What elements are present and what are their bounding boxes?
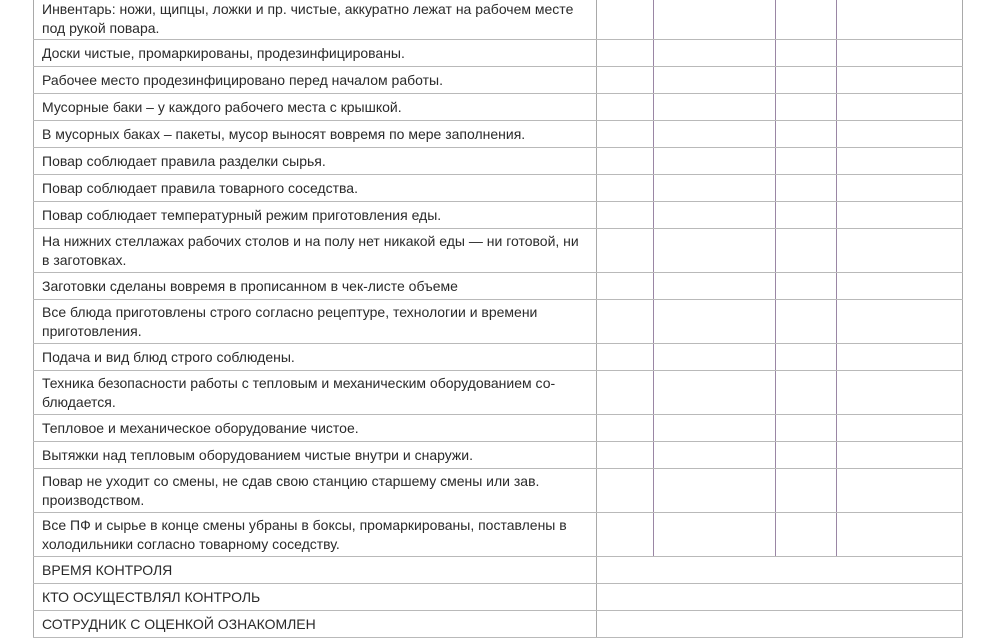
check-cell[interactable]: [654, 229, 776, 273]
item-text: Заготовки сделаны вовремя в прописанном в чек-листе объеме: [34, 273, 597, 300]
item-text: Мусорные баки – у каждого рабочего места с крышкой.: [34, 94, 597, 121]
controller-field[interactable]: [597, 584, 963, 611]
check-cell[interactable]: [654, 40, 776, 67]
check-cell[interactable]: [654, 148, 776, 175]
check-cell[interactable]: [776, 344, 837, 371]
check-cell[interactable]: [776, 513, 837, 557]
check-cell[interactable]: [776, 0, 837, 40]
table-row: [34, 175, 963, 202]
check-cell[interactable]: [654, 0, 776, 40]
table-row: [34, 442, 963, 469]
checklist-sheet: [33, 0, 962, 643]
check-cell[interactable]: [597, 121, 654, 148]
footer-row-control-time: [34, 557, 963, 584]
table-row: [34, 371, 963, 415]
footer-label: КТО ОСУЩЕСТВЛЯЛ КОНТРОЛЬ: [34, 584, 597, 611]
check-cell[interactable]: [837, 415, 963, 442]
check-cell[interactable]: [654, 175, 776, 202]
table-row: [34, 469, 963, 513]
table-row: [34, 229, 963, 273]
item-text: В мусорных баках – пакеты, мусор выносят вовремя по мере заполнения.: [34, 121, 597, 148]
check-cell[interactable]: [597, 300, 654, 344]
table-row: [34, 202, 963, 229]
item-text: Вытяжки над тепловым оборудованием чистые внутри и снаружи.: [34, 442, 597, 469]
item-text: Повар соблюдает температурный режим приготовления еды.: [34, 202, 597, 229]
table-row: [34, 513, 963, 557]
item-text: Инвентарь: ножи, щипцы, ложки и пр. чистые, аккуратно лежат на рабочем месте под рукой повара.: [34, 0, 597, 40]
footer-row-controller: [34, 584, 963, 611]
check-cell[interactable]: [776, 300, 837, 344]
check-cell[interactable]: [597, 175, 654, 202]
check-cell[interactable]: [654, 273, 776, 300]
footer-label: СОТРУДНИК С ОЦЕНКОЙ ОЗНАКОМЛЕН: [34, 611, 597, 638]
item-text: Все ПФ и сырье в конце смены убраны в боксы, промаркированы, поставлены в холодильники согласно товарному соседству.: [34, 513, 597, 557]
table-row: [34, 121, 963, 148]
check-cell[interactable]: [837, 148, 963, 175]
check-cell[interactable]: [597, 469, 654, 513]
check-cell[interactable]: [837, 469, 963, 513]
check-cell[interactable]: [654, 415, 776, 442]
check-cell[interactable]: [776, 67, 837, 94]
check-cell[interactable]: [776, 442, 837, 469]
table-row: [34, 67, 963, 94]
check-cell[interactable]: [837, 344, 963, 371]
check-cell[interactable]: [597, 229, 654, 273]
check-cell[interactable]: [837, 175, 963, 202]
check-cell[interactable]: [597, 40, 654, 67]
item-text: Подача и вид блюд строго соблюдены.: [34, 344, 597, 371]
check-cell[interactable]: [837, 121, 963, 148]
check-cell[interactable]: [837, 371, 963, 415]
table-row: [34, 344, 963, 371]
check-cell[interactable]: [776, 371, 837, 415]
check-cell[interactable]: [837, 94, 963, 121]
check-cell[interactable]: [597, 442, 654, 469]
check-cell[interactable]: [597, 371, 654, 415]
item-text: Все блюда приготовлены строго согласно рецептуре, технологии и времени приготовления.: [34, 300, 597, 344]
check-cell[interactable]: [837, 40, 963, 67]
check-cell[interactable]: [597, 94, 654, 121]
table-row: [34, 94, 963, 121]
check-cell[interactable]: [597, 273, 654, 300]
check-cell[interactable]: [597, 0, 654, 40]
check-cell[interactable]: [837, 229, 963, 273]
check-cell[interactable]: [654, 371, 776, 415]
table-row: [34, 300, 963, 344]
check-cell[interactable]: [654, 300, 776, 344]
check-cell[interactable]: [597, 415, 654, 442]
check-cell[interactable]: [776, 40, 837, 67]
check-cell[interactable]: [837, 442, 963, 469]
check-cell[interactable]: [837, 202, 963, 229]
footer-label: ВРЕМЯ КОНТРОЛЯ: [34, 557, 597, 584]
item-text: Рабочее место продезинфицировано перед началом работы.: [34, 67, 597, 94]
check-cell[interactable]: [837, 0, 963, 40]
check-cell[interactable]: [776, 94, 837, 121]
item-text: Повар соблюдает правила разделки сырья.: [34, 148, 597, 175]
check-cell[interactable]: [654, 344, 776, 371]
table-row: [34, 415, 963, 442]
table-row: [34, 40, 963, 67]
check-cell[interactable]: [654, 442, 776, 469]
check-cell[interactable]: [776, 202, 837, 229]
check-cell[interactable]: [597, 344, 654, 371]
check-cell[interactable]: [776, 273, 837, 300]
control-time-field[interactable]: [597, 557, 963, 584]
item-text: На нижних стеллажах рабочих столов и на полу нет никакой еды — ни готовой, ни в заготовках.: [34, 229, 597, 273]
check-cell[interactable]: [597, 67, 654, 94]
check-cell[interactable]: [654, 469, 776, 513]
table-row: [34, 0, 963, 40]
check-cell[interactable]: [837, 67, 963, 94]
check-cell[interactable]: [597, 202, 654, 229]
check-cell[interactable]: [654, 94, 776, 121]
check-cell[interactable]: [776, 121, 837, 148]
check-cell[interactable]: [776, 469, 837, 513]
check-cell[interactable]: [654, 202, 776, 229]
item-text: Доски чистые, промаркированы, продезинфицированы.: [34, 40, 597, 67]
check-cell[interactable]: [654, 67, 776, 94]
item-text: Техника безопасности работы с тепловым и механическим оборудованием со-блюдается.: [34, 371, 597, 415]
check-cell[interactable]: [597, 148, 654, 175]
item-text: Тепловое и механическое оборудование чистое.: [34, 415, 597, 442]
table-row: [34, 148, 963, 175]
check-cell[interactable]: [837, 300, 963, 344]
check-cell[interactable]: [837, 273, 963, 300]
check-cell[interactable]: [776, 148, 837, 175]
acknowledged-field[interactable]: [597, 611, 963, 638]
check-cell[interactable]: [597, 513, 654, 557]
item-text: Повар соблюдает правила товарного соседства.: [34, 175, 597, 202]
checklist-table: [33, 0, 963, 638]
check-cell[interactable]: [776, 229, 837, 273]
check-cell[interactable]: [776, 175, 837, 202]
table-row: [34, 273, 963, 300]
check-cell[interactable]: [654, 121, 776, 148]
check-cell[interactable]: [654, 513, 776, 557]
footer-row-acknowledged: [34, 611, 963, 638]
check-cell[interactable]: [837, 513, 963, 557]
item-text: Повар не уходит со смены, не сдав свою станцию старшему смены или зав. производством.: [34, 469, 597, 513]
check-cell[interactable]: [776, 415, 837, 442]
